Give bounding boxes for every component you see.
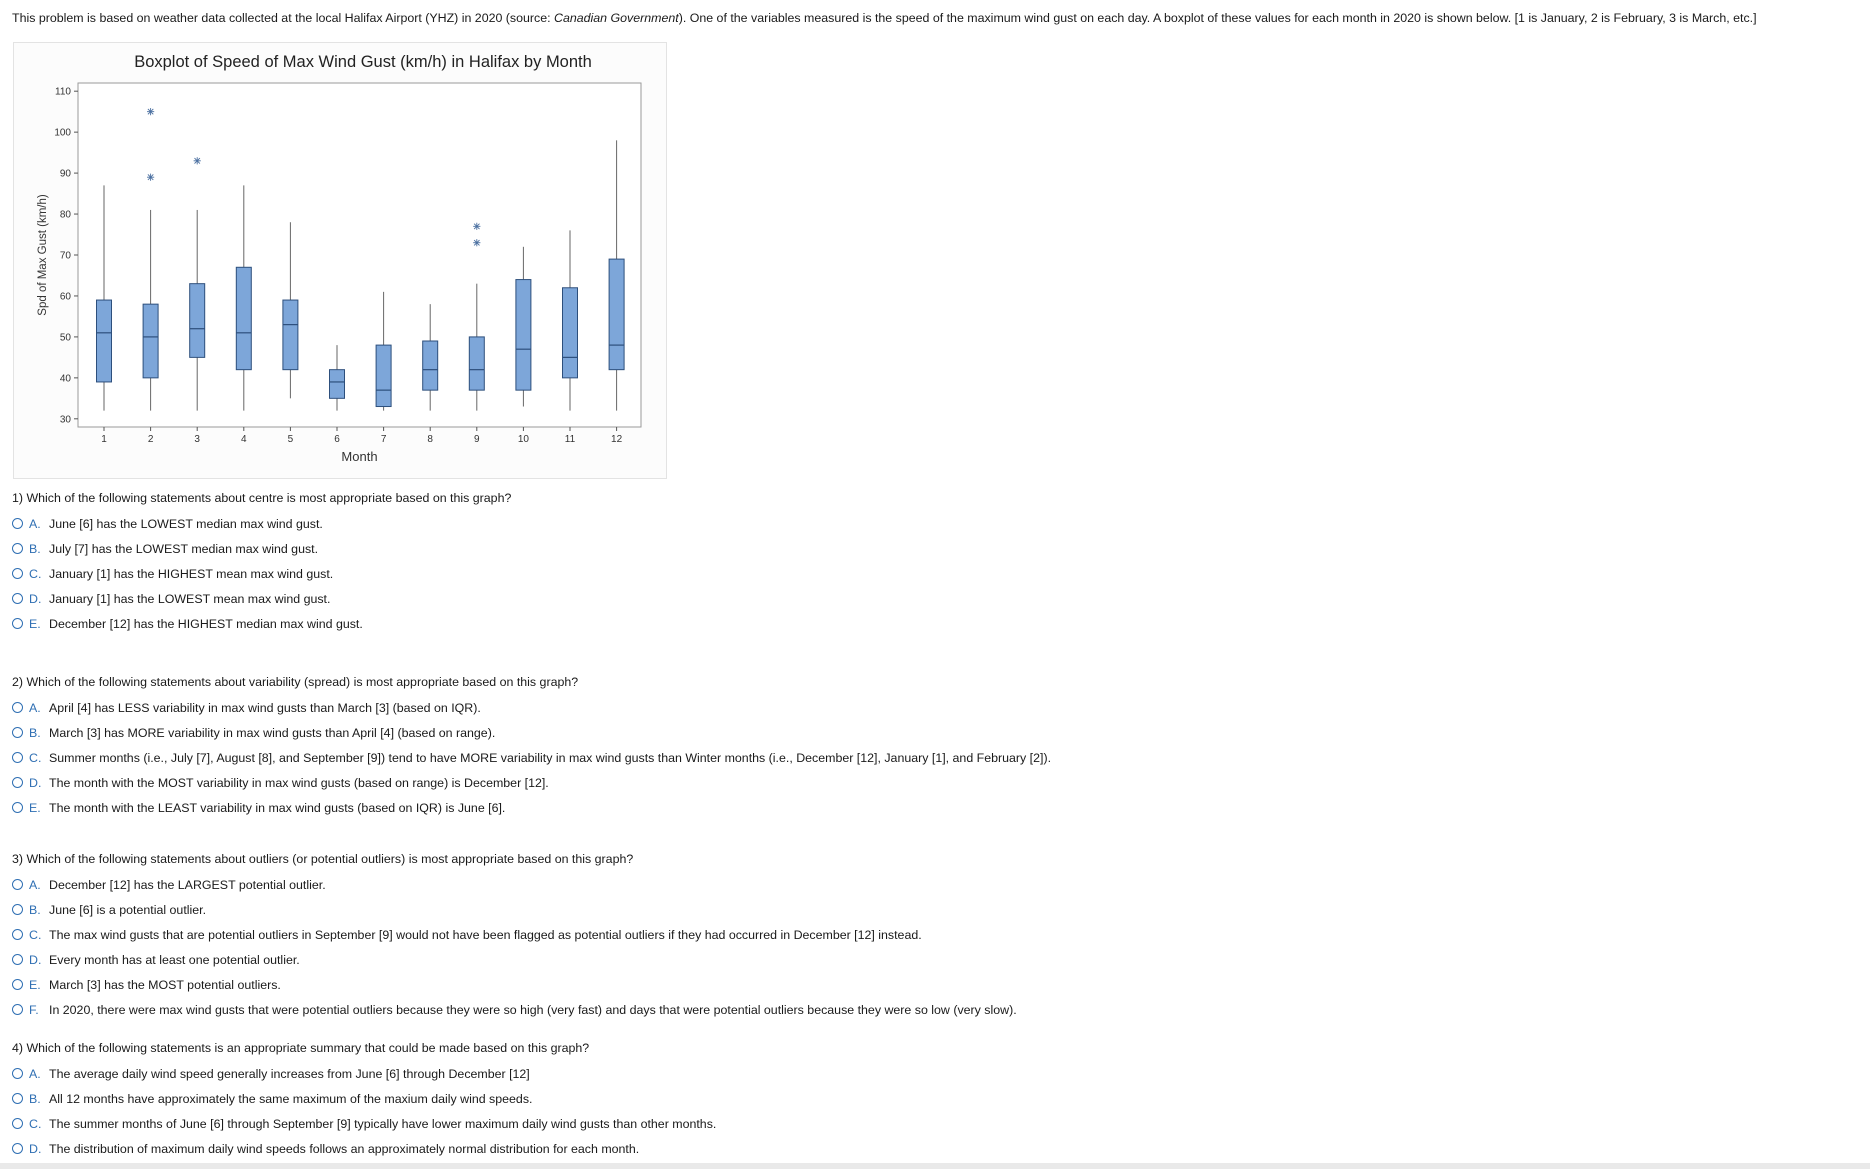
- x-tick-label: 12: [611, 434, 623, 445]
- question-2-option-b[interactable]: [12, 720, 1051, 745]
- radio-button-icon[interactable]: [12, 702, 23, 713]
- option-letter: C.: [29, 1116, 42, 1131]
- option-letter: D.: [29, 1141, 42, 1156]
- radio-button-icon[interactable]: [12, 1093, 23, 1104]
- radio-button-icon[interactable]: [12, 518, 23, 529]
- question-2-option-d[interactable]: [12, 770, 1051, 795]
- option-text: January [1] has the HIGHEST mean max wind gust.: [49, 566, 334, 581]
- option-letter: E.: [29, 977, 41, 992]
- option-letter: B.: [29, 902, 41, 917]
- option-letter: B.: [29, 1091, 41, 1106]
- box-month-8: [423, 341, 438, 390]
- box-month-1: [97, 300, 112, 382]
- box-month-11: [563, 288, 578, 378]
- box-month-9: [469, 337, 484, 390]
- radio-button-icon[interactable]: [12, 543, 23, 554]
- option-text: All 12 months have approximately the same maximum of the maxium daily wind speeds.: [49, 1091, 533, 1106]
- question-3-option-d[interactable]: [12, 947, 1017, 972]
- option-letter: F.: [29, 1002, 39, 1017]
- intro-text-after: ). One of the variables measured is the speed of the maximum wind gust on each day. A boxplot of these values for each month in 2020 is shown below. [1 is January, 2 is February, 3 is March, etc.]: [678, 11, 1757, 25]
- radio-button-icon[interactable]: [12, 1143, 23, 1154]
- question-3-option-b[interactable]: [12, 897, 1017, 922]
- question-1-option-d[interactable]: [12, 586, 511, 611]
- radio-button-icon[interactable]: [12, 593, 23, 604]
- question-4-option-a[interactable]: [12, 1061, 716, 1086]
- x-tick-label: 3: [194, 434, 200, 445]
- radio-button-icon[interactable]: [12, 879, 23, 890]
- question-4: [12, 1040, 716, 1161]
- option-text: In 2020, there were max wind gusts that were potential outliers because they were so high (very fast) and days that were potential outliers because they were so low (very slow).: [49, 1002, 1017, 1017]
- option-text: July [7] has the LOWEST median max wind gust.: [49, 541, 319, 556]
- x-tick-label: 8: [427, 434, 433, 445]
- question-4-option-c[interactable]: [12, 1111, 716, 1136]
- question-1-option-b[interactable]: [12, 536, 511, 561]
- boxplot-figure: [13, 42, 667, 479]
- radio-button-icon[interactable]: [12, 777, 23, 788]
- radio-button-icon[interactable]: [12, 727, 23, 738]
- problem-intro: [12, 10, 1862, 26]
- option-text: January [1] has the LOWEST mean max wind gust.: [49, 591, 331, 606]
- intro-text-before: This problem is based on weather data collected at the local Halifax Airport (YHZ) in 2020 (source:: [12, 11, 555, 25]
- x-axis-label: Month: [341, 449, 378, 464]
- option-letter: D.: [29, 775, 42, 790]
- option-text: March [3] has MORE variability in max wind gusts than April [4] (based on range).: [49, 725, 496, 740]
- option-text: June [6] has the LOWEST median max wind gust.: [49, 516, 323, 531]
- radio-button-icon[interactable]: [12, 1068, 23, 1079]
- option-text: Summer months (i.e., July [7], August [8], and September [9]) tend to have MORE variability in max wind gusts than Winter months (i.e., December [12], January [1], and February [2]).: [49, 750, 1052, 765]
- box-month-12: [609, 259, 624, 370]
- option-letter: A.: [29, 700, 41, 715]
- x-tick-label: 9: [474, 434, 480, 445]
- question-1-option-c[interactable]: [12, 561, 511, 586]
- y-tick-label: 60: [59, 291, 71, 303]
- option-letter: C.: [29, 927, 42, 942]
- question-3-option-c[interactable]: [12, 922, 1017, 947]
- x-tick-label: 5: [287, 434, 294, 445]
- option-letter: D.: [29, 591, 42, 606]
- y-tick-label: 110: [55, 86, 71, 98]
- option-text: Every month has at least one potential outlier.: [49, 952, 300, 967]
- question-1-option-a[interactable]: [12, 511, 511, 536]
- option-letter: C.: [29, 566, 42, 581]
- radio-button-icon[interactable]: [12, 802, 23, 813]
- x-tick-label: 6: [334, 434, 340, 445]
- radio-button-icon[interactable]: [12, 752, 23, 763]
- option-letter: B.: [29, 541, 41, 556]
- option-text: The max wind gusts that are potential outliers in September [9] would not have been flagged as potential outliers if they had occurred in December [12] instead.: [49, 927, 922, 942]
- y-axis-label: Spd of Max Gust (km/h): [37, 194, 49, 316]
- option-text: December [12] has the HIGHEST median max wind gust.: [49, 616, 363, 631]
- option-text: December [12] has the LARGEST potential outlier.: [49, 877, 326, 892]
- question-1-option-e[interactable]: [12, 611, 511, 636]
- question-3-option-e[interactable]: [12, 972, 1017, 997]
- y-tick-label: 30: [59, 414, 71, 426]
- box-month-6: [330, 370, 345, 399]
- question-prompt: 4) Which of the following statements is an appropriate summary that could be made based on this graph?: [12, 1041, 590, 1055]
- box-month-3: [190, 284, 205, 358]
- question-2-option-e[interactable]: [12, 795, 1051, 820]
- plot-frame: [78, 83, 641, 427]
- radio-button-icon[interactable]: [12, 929, 23, 940]
- option-text: June [6] is a potential outlier.: [49, 902, 207, 917]
- box-month-7: [376, 345, 391, 406]
- x-tick-label: 1: [101, 434, 107, 445]
- radio-button-icon[interactable]: [12, 979, 23, 990]
- box-month-5: [283, 300, 298, 370]
- option-letter: A.: [29, 877, 41, 892]
- question-1: [12, 490, 511, 636]
- chart-title: Boxplot of Speed of Max Wind Gust (km/h) in Halifax by Month: [134, 53, 592, 71]
- question-2-option-a[interactable]: [12, 695, 1051, 720]
- option-text: March [3] has the MOST potential outliers.: [49, 977, 281, 992]
- option-letter: A.: [29, 1066, 41, 1081]
- radio-button-icon[interactable]: [12, 904, 23, 915]
- question-3-option-f[interactable]: [12, 997, 1017, 1022]
- option-letter: C.: [29, 750, 42, 765]
- x-tick-label: 7: [380, 434, 387, 445]
- radio-button-icon[interactable]: [12, 568, 23, 579]
- y-tick-label: 70: [59, 250, 71, 262]
- question-2: [12, 674, 1051, 820]
- option-text: The month with the LEAST variability in max wind gusts (based on IQR) is June [6].: [49, 800, 506, 815]
- option-text: The average daily wind speed generally increases from June [6] through December [12]: [49, 1066, 530, 1081]
- question-4-option-d[interactable]: [12, 1136, 716, 1161]
- y-tick-label: 50: [59, 332, 71, 344]
- option-letter: B.: [29, 725, 41, 740]
- y-tick-label: 100: [54, 127, 71, 139]
- x-tick-label: 11: [564, 434, 576, 445]
- question-prompt: 1) Which of the following statements about centre is most appropriate based on this graph?: [12, 491, 512, 505]
- option-text: The distribution of maximum daily wind speeds follows an approximately normal distribution for each month.: [49, 1141, 640, 1156]
- radio-button-icon[interactable]: [12, 1118, 23, 1129]
- option-text: The month with the MOST variability in max wind gusts (based on range) is December [12].: [49, 775, 549, 790]
- y-tick-label: 40: [59, 373, 71, 385]
- radio-button-icon[interactable]: [12, 618, 23, 629]
- question-prompt: 2) Which of the following statements about variability (spread) is most appropriate based on this graph?: [12, 675, 579, 689]
- option-letter: E.: [29, 616, 41, 631]
- option-text: April [4] has LESS variability in max wind gusts than March [3] (based on IQR).: [49, 700, 481, 715]
- option-text: The summer months of June [6] through September [9] typically have lower maximum daily wind gusts than other months.: [49, 1116, 717, 1131]
- x-tick-label: 10: [517, 434, 529, 445]
- page-bottom-bar: [0, 1163, 1870, 1169]
- y-tick-label: 90: [59, 168, 71, 180]
- radio-button-icon[interactable]: [12, 1004, 23, 1015]
- box-month-2: [143, 304, 158, 378]
- question-4-option-b[interactable]: [12, 1086, 716, 1111]
- option-letter: E.: [29, 800, 41, 815]
- box-month-10: [516, 280, 531, 391]
- intro-source: Canadian Government: [554, 11, 679, 25]
- question-3-option-a[interactable]: [12, 872, 1017, 897]
- radio-button-icon[interactable]: [12, 954, 23, 965]
- box-month-4: [236, 267, 251, 369]
- option-letter: D.: [29, 952, 42, 967]
- y-tick-label: 80: [59, 209, 71, 221]
- boxplot-chart: [14, 43, 668, 480]
- x-tick-label: 2: [147, 434, 154, 445]
- x-tick-label: 4: [241, 434, 247, 445]
- option-letter: A.: [29, 516, 41, 531]
- question-prompt: 3) Which of the following statements about outliers (or potential outliers) is most appropriate based on this graph?: [12, 852, 634, 866]
- question-3: [12, 851, 1017, 1022]
- question-2-option-c[interactable]: [12, 745, 1051, 770]
